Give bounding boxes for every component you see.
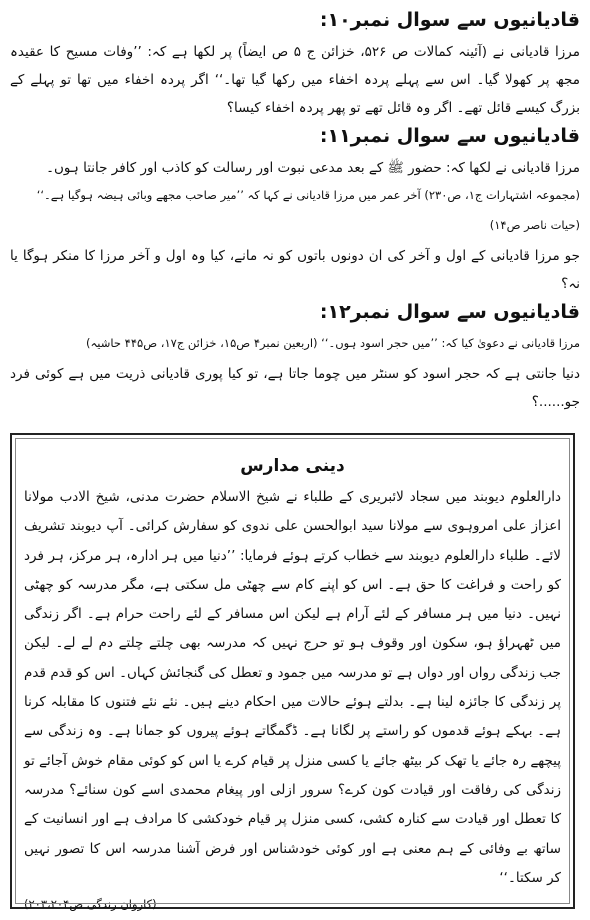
question-11-question: جو مرزا قادیانی کے اول و آخر کی ان دونوں باتوں کو نہ مانے، کیا وہ اول و آخر مرزا کا منکر ہوگا یا نہ؟ [10,248,580,292]
question-10-heading: قادیانیوں سے سوال نمبر۱۰: [319,9,580,31]
box-reference: (کاروان زندگی ص۲۰۳،۲۰۴) [24,897,157,912]
questions-section [10,6,580,416]
question-11-reference-2: (حیات ناصر ص۱۴) [489,218,580,232]
question-11-reference: (مجموعہ اشتہارات ج۱، ص۲۳۰) آخر عمر میں مرزا قادیانی نے کہا کہ ’’میر صاحب مجھے وبائی ہیضہ ہوگیا ہے۔‘‘ [36,188,580,202]
question-11-text: مرزا قادیانی نے لکھا کہ: حضور ﷺ کے بعد مدعی نبوت اور رسالت کو کاذب اور کافر جانتا ہوں۔ [46,160,580,176]
box-title: دینی مدارس [240,456,345,476]
question-11-heading: قادیانیوں سے سوال نمبر۱۱: [319,125,580,147]
question-12-text: دنیا جانتی ہے کہ حجر اسود کو سنٹر میں چوما جاتا ہے، تو کیا پوری قادیانی ذریت میں ہے کوئی فرد جو......؟ [10,366,580,410]
question-10-text: مرزا قادیانی نے (آئینہ کمالات ص ۵۲۶، خزائن ج ۵ ص ایضاً) پر لکھا ہے کہ: ’’وفات مسیح کا عقیدہ مجھ پر کھولا گیا۔ اس سے پہلے پردہ اخفاء میں رکھا گیا تھا۔‘‘ اگر پردہ اخفاء میں تھا تو پہلے کے بزرگ کیسے قائل تھے۔ اگر وہ قائل تھے تو پھر پردہ اخفاء کیسا؟ [10,44,580,116]
box-text: دارالعلوم دیوبند میں سجاد لائبریری کے طلباء نے شیخ الاسلام حضرت مدنی، شیخ الادب مولانا اعزاز علی امروہوی سے مولانا سید ابوالحسن علی ندوی کو سفارش کرائی۔ آپ دیوبند تشریف لائے۔ طلباء دارالعلوم دیوبند سے خطاب کرتے ہوئے فرمایا: ’’دنیا میں ہر ادارہ، ہر مرکز، ہر فرد کو راحت و فراغت کا حق ہے۔ اس کو اپنے کام سے چھٹی مل سکتی ہے، مگر مدرسہ کو چھٹی نہیں۔ دنیا میں ہر مسافر کے لئے آرام ہے لیکن اس مسافر کے لئے راحت حرام ہے۔ اگر زندگی میں ٹھہراؤ ہو، سکون اور وقوف ہو تو حرج نہیں کہ مدرسہ بھی چلتے چلتے دم لے لے۔ لیکن جب زندگی رواں اور دواں ہے تو مدرسہ میں جمود و تعطل کی گنجائش کہاں۔ اس کو قدم قدم پر زندگی کا جائزہ لینا ہے۔ بدلتے ہوئے حالات میں احکام دینے ہیں۔ نئے نئے فتنوں کا مقابلہ کرنا ہے۔ بہکے ہوئے قدموں کو راستے پر لگانا ہے۔ ڈگمگاتے ہوئے پیروں کو جمانا ہے۔ وہ زندگی سے پیچھے رہ جائے یا تھک کر بیٹھ جائے یا کسی منزل پر قیام کرے یا اس کو کوئی مقام خوش آجائے تو زندگی کی رفاقت اور قیادت کون کرے؟ سرور ازلی اور پیغام محمدی اسے کون سنائے؟ مدرسہ کا تعطل اور قیادت سے کنارہ کشی، کسی منزل پر قیام خودکشی کا مرادف ہے اور انسانیت کے ساتھ بے وفائی کے ہم معنی ہے اور کوئی خودشناس اور فرض آشنا مدرسہ اس کا تصور نہیں کر سکتا۔‘‘ [24,489,561,886]
question-12-heading: قادیانیوں سے سوال نمبر۱۲: [319,301,580,323]
question-12-reference: مرزا قادیانی نے دعویٰ کیا کہ: ’’میں حجر اسود ہوں۔‘‘ (اربعین نمبر۴ ص۱۵، خزائن ج۱۷، ص۴۴۵ حاشیہ) [86,336,580,350]
madaris-box [10,433,575,912]
